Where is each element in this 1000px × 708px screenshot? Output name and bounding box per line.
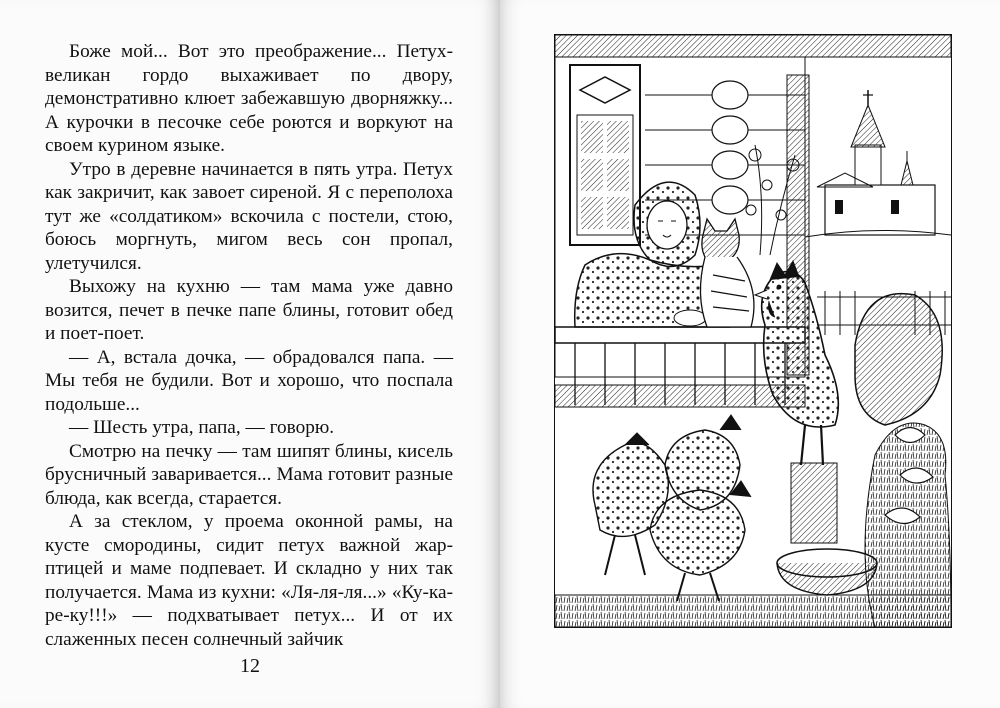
- illustration-frame: [554, 34, 952, 628]
- right-page: [500, 0, 1000, 708]
- water-bowl: [777, 549, 877, 595]
- page-number: 12: [240, 655, 260, 677]
- paragraph-6: Смотрю на печку — там шипят блины, кисель брусничный заваривается... Мама готовит разные блюда, как всегда, старается.: [45, 440, 453, 509]
- church-icon: [805, 90, 951, 237]
- paragraph-7: А за стеклом, у проема оконной рамы, на кусте смородины, сидит петух важной жар-птицей и маме подпевает. И складно у них так получается. Мама из кухни: «Ля-ля-ля...» «Ку-ка-ре-ку!!!» — подхватывает петух... И от их слаженных песен солнечный зайчик: [45, 511, 453, 650]
- paragraph-3: Выхожу на кухню — там мама уже давно возится, печет в печке папе блины, готовит обед и поет-поет.: [45, 276, 453, 344]
- hens-group: [593, 415, 751, 601]
- paragraph-4: — А, встала дочка, — обрадовался папа. — Мы тебя не будили. Вот и хорошо, что поспала подольше...: [45, 346, 453, 415]
- paragraph-1: Боже мой... Вот это преображение... Петух-великан гордо выхаживает по двору, демонстративно клюет забежавшую дворняжку... А курочки в песочке себе роются и воркуют на своем курином языке.: [45, 41, 453, 156]
- village-illustration: [555, 35, 951, 627]
- text-block: [45, 40, 453, 651]
- paragraph-2: Утро в деревне начинается в пять утра. Петух как закричит, как завоет сиреной. Я с переполоха тут же «солдатиком» вскочила с постели, стою, боюсь моргнуть, мигом весь сон пропал, улетучился.: [45, 158, 453, 274]
- paragraph-5: — Шесть утра, папа, — говорю.: [69, 417, 335, 438]
